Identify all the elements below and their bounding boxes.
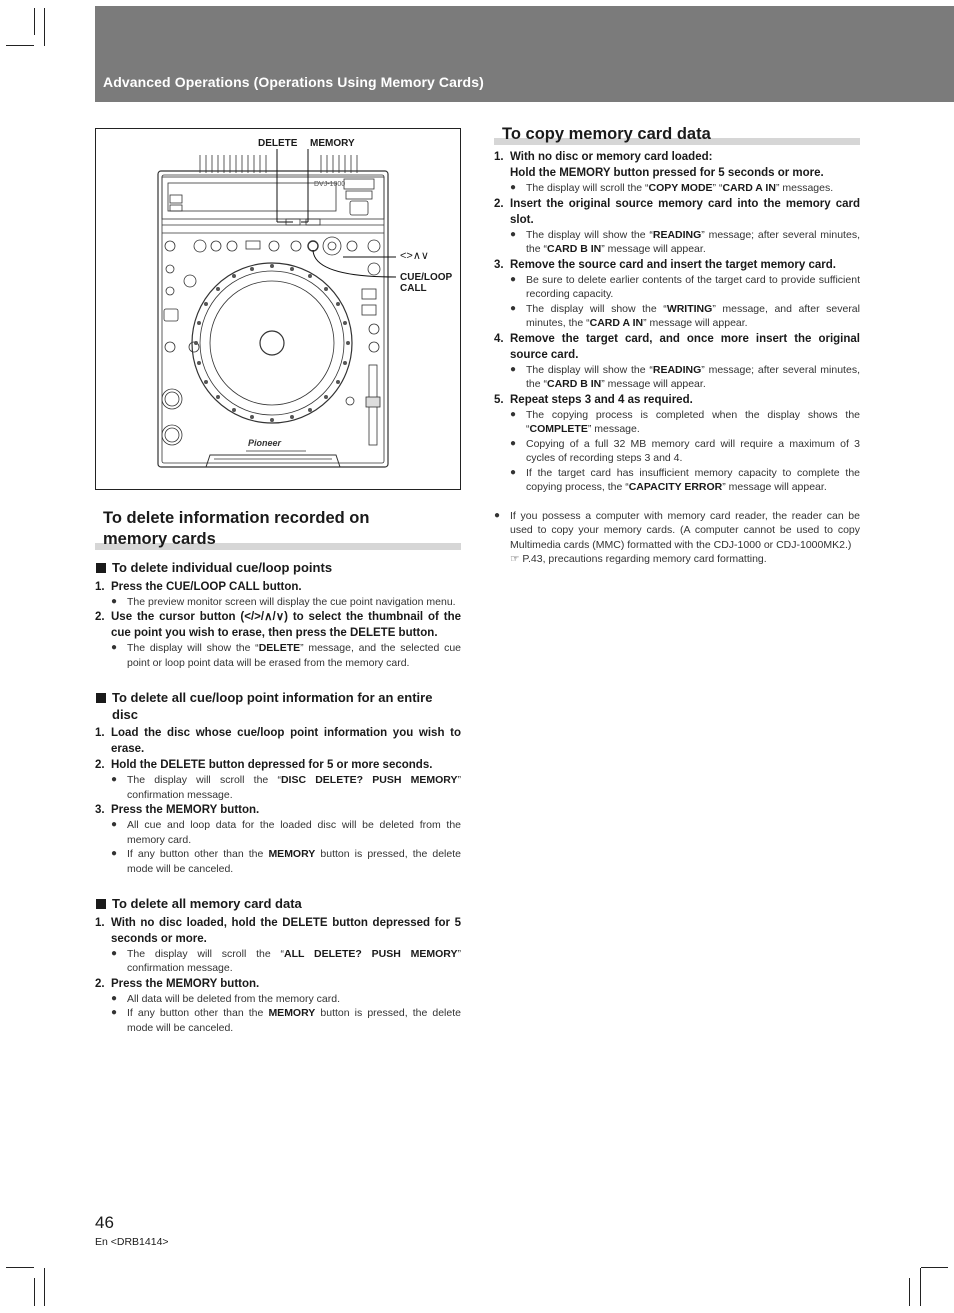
dvj-device-illustration [96, 129, 462, 491]
crop-mark [34, 1278, 35, 1306]
step: 2. Use the cursor button (</>/∧/∨) to select the thumbnail of the cue point you wish to erase, then press the DELETE button. [95, 611, 461, 639]
bullet: ● If any button other than the MEMORY button is pressed, the delete mode will be canceled. [111, 1007, 461, 1034]
copy-section-title [494, 124, 860, 145]
subhead-disc: To delete all cue/loop point information for an entire disc [95, 690, 461, 723]
bullet: ● The display will show the “DELETE” message, and the selected cue point or loop point data will be erased from the memory card. [111, 642, 461, 669]
page-number: 46 [95, 1213, 114, 1232]
bullet: ● The display will scroll the “DISC DELETE? PUSH MEMORY” confirmation message. [111, 774, 461, 801]
crop-mark [44, 8, 45, 46]
crop-mark [920, 1268, 921, 1306]
step: 1. Load the disc whose cue/loop point information you wish to erase. [95, 727, 461, 755]
step: 2. Insert the original source memory card into the memory card slot. [494, 197, 860, 226]
step: 4. Remove the target card, and once more insert the original source card. [494, 332, 860, 361]
bullet: ● If the target card has insufficient memory capacity to complete the copying process, the “CAPACITY ERROR” message will appear. [510, 466, 860, 493]
callout-cueloop-2: CALL [400, 283, 427, 294]
document-code: En <DRB1414> [95, 1236, 169, 1248]
title-line: To delete information recorded on [103, 509, 370, 527]
bullet: ● Copying of a full 32 MB memory card will require a maximum of 3 cycles of recording steps 3 and 4. [510, 437, 860, 464]
square-bullet-icon [96, 563, 106, 573]
bullet: ● The display will scroll the “ALL DELETE? PUSH MEMORY” confirmation message. [111, 947, 461, 974]
bullet: ● All cue and loop data for the loaded disc will be deleted from the memory card. [111, 819, 461, 846]
left-column [95, 508, 461, 1035]
crop-mark [44, 1268, 45, 1306]
vent-slots [200, 155, 357, 173]
bullet: ● The display will show the “WRITING” message, and after several minutes, the “CARD A IN” message will appear. [510, 302, 860, 329]
title-line: To copy memory card data [502, 125, 711, 143]
note-bullet: ● If you possess a computer with memory card reader, the reader can be used to copy your memory cards. (A computer cannot be used to copy Multimedia cards (MMC) formatted with the CDJ-1000 or CDJ-1000MK2.) [494, 509, 860, 551]
bullet: ● The display will show the “READING” message; after several minutes, the “CARD B IN” message will appear. [510, 363, 860, 390]
right-column [494, 124, 860, 567]
callout-memory: MEMORY [310, 138, 355, 149]
step: 1. With no disc loaded, hold the DELETE button depressed for 5 seconds or more. [95, 916, 461, 945]
crop-mark [921, 1267, 948, 1268]
step: 1. With no disc or memory card loaded: Hold the MEMORY button pressed for 5 seconds or more. [494, 151, 824, 179]
step: 1. Press the CUE/LOOP CALL button. [95, 580, 302, 593]
jog-wheel-dots [194, 264, 350, 422]
square-bullet-icon [96, 693, 106, 703]
step: 2. Hold the DELETE button depressed for 5 or more seconds. [95, 759, 433, 771]
model-label: DVJ-1000 [314, 181, 346, 188]
step: 3. Remove the source card and insert the target memory card. [494, 258, 836, 271]
brand-logo: Pioneer [248, 438, 282, 448]
callout-cueloop-1: CUE/LOOP [400, 272, 453, 283]
bullet: ● The display will show the “READING” message; after several minutes, the “CARD B IN” message will appear. [510, 228, 860, 255]
square-bullet-icon [96, 899, 106, 909]
bullet: ● The display will scroll the “COPY MODE” “CARD A IN” messages. [510, 182, 834, 194]
title-line: memory cards [103, 530, 216, 548]
step: 3. Press the MEMORY button. [95, 804, 260, 816]
bullet: ● The copying process is completed when the display shows the “COMPLETE” message. [510, 408, 860, 435]
subhead-individual: To delete individual cue/loop points [95, 560, 461, 577]
callout-delete: DELETE [258, 138, 298, 149]
subhead-all-card: To delete all memory card data [95, 896, 461, 913]
crop-mark [34, 8, 35, 35]
header-title: Advanced Operations (Operations Using Memory Cards) [103, 74, 484, 90]
callout-cursor: <>∧∨ [400, 250, 429, 262]
bullet: ● If any button other than the MEMORY button is pressed, the delete mode will be canceled. [111, 848, 461, 875]
crop-mark [6, 45, 34, 46]
note-reference: ☞ P.43, precautions regarding memory card formatting. [510, 553, 767, 565]
bullet: ● The preview monitor screen will display the cue point navigation menu. [111, 595, 456, 608]
crop-mark [6, 1267, 34, 1268]
step: 2. Press the MEMORY button. [95, 977, 260, 990]
device-figure [95, 128, 461, 490]
crop-mark [909, 1278, 910, 1306]
bullet: ● Be sure to delete earlier contents of the target card to provide sufficient recording capacity. [510, 273, 860, 300]
bullet: ● All data will be deleted from the memory card. [111, 992, 341, 1005]
delete-section-title [95, 508, 461, 550]
step: 5. Repeat steps 3 and 4 as required. [494, 393, 693, 406]
